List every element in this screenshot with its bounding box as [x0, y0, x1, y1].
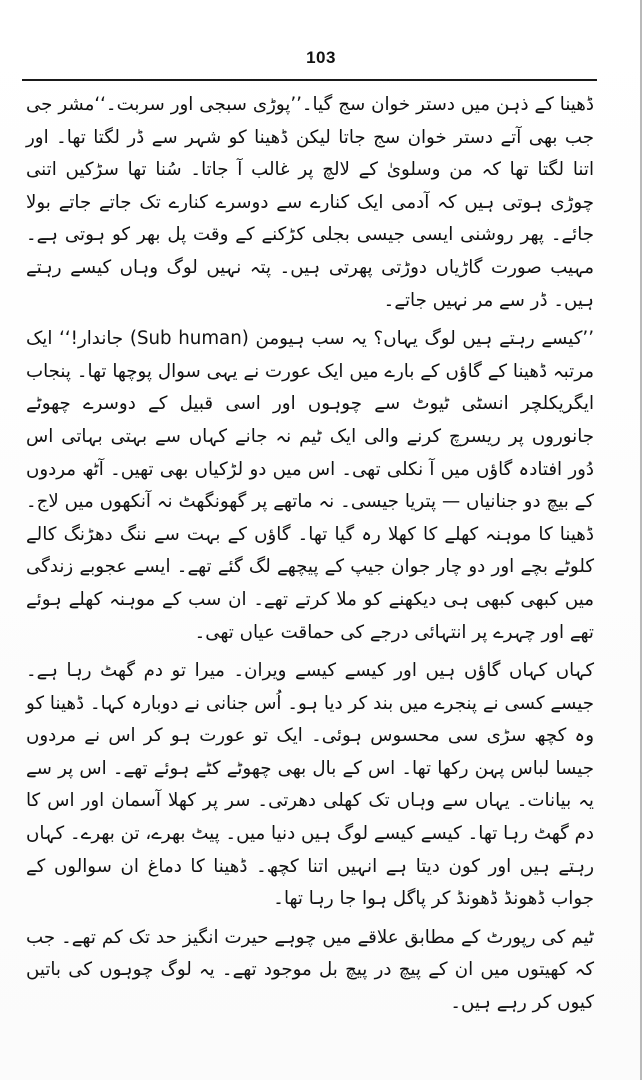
- header-rule: [22, 79, 597, 81]
- paragraph-1: ڈھینا کے ذہن میں دستر خوان سج گیا۔’’پوڑی سبجی اور سربت۔‘‘مشر جی جب بھی آتے دستر خوان سج جاتا لیکن ڈھینا کو شہر سے ڈر لگتا تھا۔ اور اتنا لگتا تھا کہ من وسلویٰ کے لالچ پر غالب آ جاتا۔ سُنا تھا سڑکیں اتنی چوڑی ہوتی ہیں کہ آدمی ایک کنارے سے دوسرے کنارے تک جاتے جاتے بولا جائے۔ پھر روشنی ایسی جیسی بجلی کڑکنے کے وقت پل بھر کو ہوتی ہے۔ مہیب صورت گاڑیاں دوڑتی پھرتی ہیں۔ پتہ نہیں لوگ وہاں کیسے رہتے ہیں۔ ڈر سے مر نہیں جاتے۔: [26, 94, 594, 311]
- paragraph-4: ٹیم کی رپورٹ کے مطابق علاقے میں چوہے حیرت انگیز حد تک کم تھے۔ جب کہ کھیتوں میں ان کے پیچ در پیچ بل موجود تھے۔ یہ لوگ چوہوں کی باتیں کیوں کر رہے ہیں۔: [26, 926, 594, 1014]
- paragraph-2: ’’کیسے رہتے ہیں لوگ یہاں؟ یہ سب ہیومن (Sub human) جاندار!‘‘ ایک مرتبہ ڈھینا کے گاؤں کے بارے میں ایک عورت نے یہی سوال پوچھا تھا۔ پنجاب ایگریکلچر انسٹی ٹیوٹ سے چوہوں اور اسی قبیل کے دوسرے چھوٹے جانوروں پر ریسرچ کرنے والی ایک ٹیم نہ جانے کہاں سے بہتی بہاتی اس دُور افتادہ گاؤں میں آ نکلی تھی۔ اس میں دو لڑکیاں بھی تھیں۔ آٹھ مردوں کے بیچ دو جنانیاں — پتریا جیسی۔ نہ ماتھے پر گھونگھٹ نہ آنکھوں میں لاج۔ ڈھینا کا موہنہ کھلے کا کھلا رہ گیا تھا۔ گاؤں کے بہت سے ننگ دھڑنگ کالے کلوٹے بچے اور دو چار جوان جیپ کے پیچھے لگ گئے تھے۔ ایسے عجوبے زندگی میں کبھی کبھی ہی دیکھنے کو ملا کرتے تھے۔ ان سب کے موہنہ کھلے ہوئے تھے اور چہرے پر انتہائی درجے کی حماقت عیاں تھی۔: [26, 328, 594, 643]
- page-number: 103: [306, 48, 336, 67]
- paragraph-3: کہاں کہاں گاؤں ہیں اور کیسے کیسے ویران۔ میرا تو دم گھٹ رہا ہے۔ جیسے کسی نے پنجرے میں بند کر دیا ہو۔ اُس جنانی نے دوبارہ کہا۔ ڈھینا کو وہ کچھ سڑی سی محسوس ہوئی۔ ایک تو عورت ہو کر اس نے مردوں جیسا لباس پہن رکھا تھا۔ اس کے بال بھی چھوٹے کٹے ہوئے تھے۔ اس پر سے یہ بیانات۔ یہاں سے وہاں تک کھلی دھرتی۔ سر پر کھلا آسمان اور اس کا دم گھٹ رہا تھا۔ کیسے کیسے لوگ ہیں دنیا میں۔ پیٹ بھرے، تن بھرے۔ کہاں رہتے ہیں اور کون دیتا ہے انہیں اتنا کچھ۔ ڈھینا کا دماغ ان سوالوں کے جواب ڈھونڈ ڈھونڈ کر پاگل ہوا جا رہا تھا۔: [26, 660, 594, 910]
- body-text: [26, 89, 594, 1020]
